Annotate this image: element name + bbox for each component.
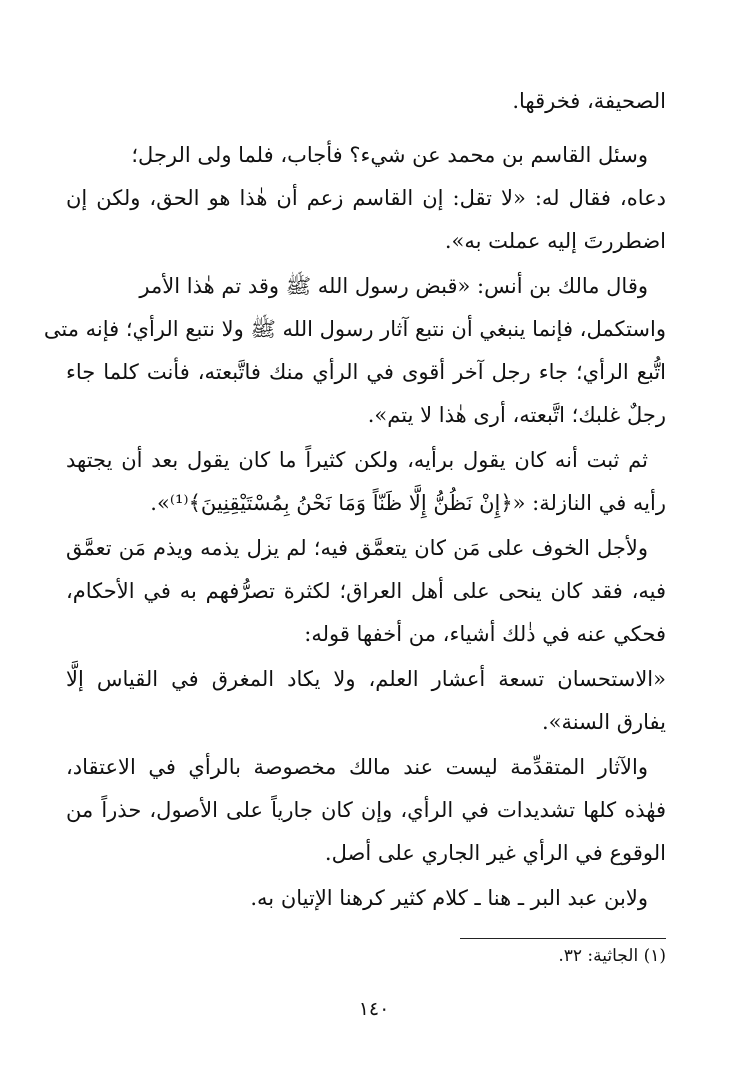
text-line: رجلٌ غلبك؛ اتَّبعته، أرى هٰذا لا يتم». bbox=[367, 403, 666, 427]
text-line: ثم ثبت أنه كان يقول برأيه، ولكن كثيراً ما كان يقول بعد أن يجتهد bbox=[66, 448, 648, 472]
text-line: ولأجل الخوف على مَن كان يتعمَّق فيه؛ لم يزل يذمه ويذم مَن تعمَّق bbox=[66, 536, 648, 560]
text-line: فهٰذه كلها تشديدات في الرأي، وإن كان جارياً على الأصول، حذراً من bbox=[66, 798, 666, 822]
text-line: دعاه، فقال له: «لا تقل: إن القاسم زعم أن هٰذا هو الحق، ولكن إن bbox=[66, 186, 666, 210]
footnote-divider bbox=[460, 938, 666, 939]
quote-line: «الاستحسان تسعة أعشار العلم، ولا يكاد المغرق في القياس إلَّا bbox=[66, 667, 666, 691]
footnote: (١) الجاثية: ٣٢. bbox=[558, 946, 666, 966]
text-line: واستكمل، فإنما ينبغي أن نتبع آثار رسول الله ﷺ ولا نتبع الرأي؛ فإنه متى bbox=[43, 317, 666, 341]
text-line: الوقوع في الرأي غير الجاري على أصل. bbox=[324, 841, 666, 865]
text-line: والآثار المتقدِّمة ليست عند مالك مخصوصة بالرأي في الاعتقاد، bbox=[66, 755, 648, 779]
quote-line: يفارق السنة». bbox=[541, 710, 666, 734]
text-line: الصحيفة، فخرقها. bbox=[512, 89, 666, 113]
text-line: اتُّبع الرأي؛ جاء رجل آخر أقوى في الرأي منك فاتَّبعته، فأنت كلما جاء bbox=[66, 360, 666, 384]
text-line: رأيه في النازلة: «﴿إِنْ نَظُنُّ إِلَّا ظَنّاً وَمَا نَحْنُ بِمُسْتَيْقِنِينَ﴾⁽¹⁾». bbox=[150, 491, 666, 515]
page-number: ١٤٠ bbox=[358, 998, 390, 1020]
text-line: اضطررتَ إليه عملت به». bbox=[444, 229, 666, 253]
text-line: فيه، فقد كان ينحى على أهل العراق؛ لكثرة تصرُّفهم به في الأحكام، bbox=[66, 579, 666, 603]
text-line: ولابن عبد البر ـ هنا ـ كلام كثير كرهنا الإتيان به. bbox=[250, 886, 648, 910]
text-line: فحكي عنه في ذٰلك أشياء، من أخفها قوله: bbox=[304, 622, 666, 646]
text-line: وقال مالك بن أنس: «قبض رسول الله ﷺ وقد تم هٰذا الأمر bbox=[139, 274, 648, 298]
text-line: وسئل القاسم بن محمد عن شيء؟ فأجاب، فلما ولى الرجل؛ bbox=[131, 143, 648, 167]
